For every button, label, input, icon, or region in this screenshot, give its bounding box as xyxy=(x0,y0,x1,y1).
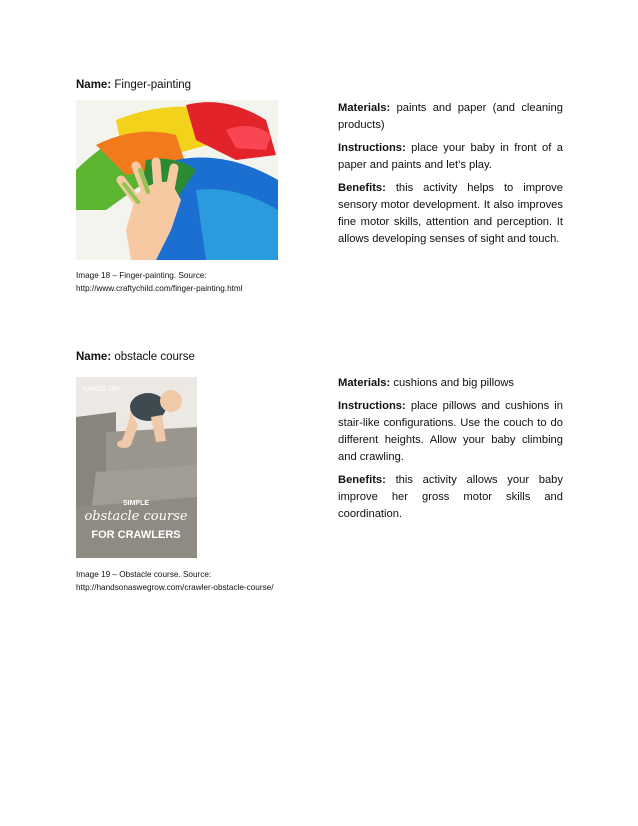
instructions-paragraph xyxy=(338,398,563,466)
activity-name-line xyxy=(76,351,195,363)
instructions-label: Instructions: xyxy=(338,142,406,154)
benefits-label: Benefits: xyxy=(338,474,386,486)
instructions-label: Instructions: xyxy=(338,400,406,412)
materials-label: Materials: xyxy=(338,377,391,389)
overlay-line-1: SIMPLE xyxy=(122,500,150,507)
benefits-paragraph xyxy=(338,472,563,523)
image-caption xyxy=(76,569,274,594)
benefits-text: this activity helps to improve sensory motor development. It also improves fine motor skills, attention and perception. It allows developing senses of sight and touch. xyxy=(338,182,563,245)
activity-details xyxy=(338,375,563,529)
materials-text: paints and paper (and cleaning products) xyxy=(338,102,563,131)
finger-painting-photo xyxy=(76,100,278,260)
overlay-line-2: obstacle course xyxy=(84,509,188,524)
materials-label: Materials: xyxy=(338,102,391,114)
activity-details xyxy=(338,100,563,254)
name-label: Name: xyxy=(76,79,112,91)
caption-source-url: http://www.craftychild.com/finger-painting.html xyxy=(76,283,243,293)
benefits-paragraph xyxy=(338,180,563,248)
instructions-text: place pillows and cushions in stair-like configurations. Use the couch to do different heights. Allow your baby climbing and crawling. xyxy=(338,400,564,463)
activity-name-line xyxy=(76,79,191,91)
instructions-text: place your baby in front of a paper and paints and let’s play. xyxy=(338,142,563,171)
materials-paragraph xyxy=(338,100,563,134)
name-label: Name: xyxy=(76,351,112,363)
caption-source-url: http://handsonaswegrow.com/crawler-obstacle-course/ xyxy=(76,582,274,592)
caption-line: Image 18 – Finger-painting. Source: xyxy=(76,271,207,280)
caption-line: Image 19 – Obstacle course. Source: xyxy=(76,570,212,579)
instructions-paragraph xyxy=(338,140,563,174)
materials-paragraph xyxy=(338,375,563,392)
image-caption xyxy=(76,270,243,295)
overlay-brand-text: HANDS ON xyxy=(82,386,119,393)
overlay-line-3: FOR CRAWLERS xyxy=(91,529,181,541)
activity-name: obstacle course xyxy=(114,351,195,363)
materials-text: cushions and big pillows xyxy=(393,377,514,389)
benefits-text: this activity allows your baby improve her gross motor skills and coordination. xyxy=(338,474,563,520)
obstacle-course-photo xyxy=(76,377,197,558)
activity-name: Finger-painting xyxy=(114,79,192,91)
benefits-label: Benefits: xyxy=(338,182,386,194)
